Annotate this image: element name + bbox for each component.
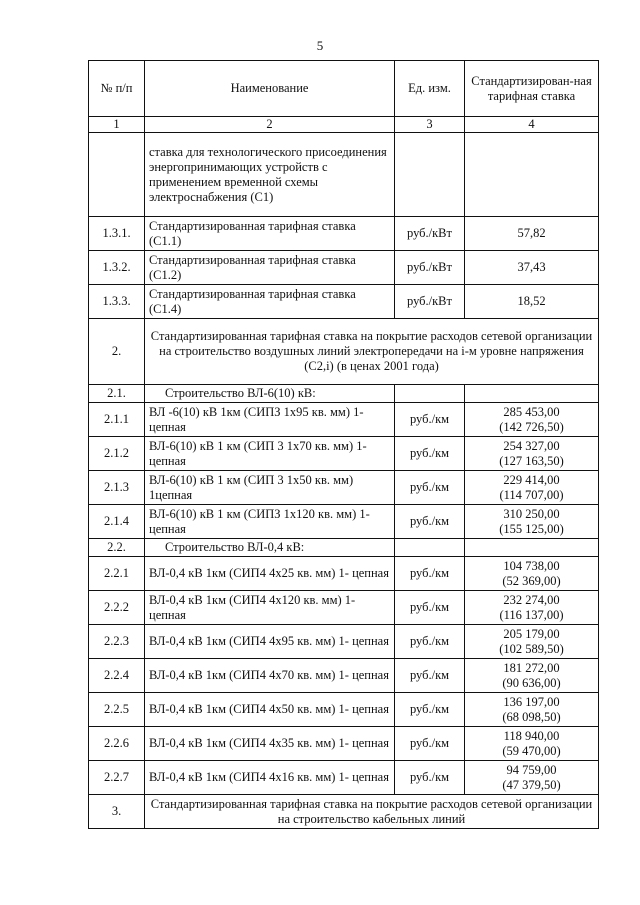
row-name: Стандартизированная тарифная ставка (С1.4) bbox=[145, 285, 395, 319]
row-number: 2.2.5 bbox=[89, 693, 145, 727]
row-value bbox=[465, 385, 599, 403]
row-unit: руб./км bbox=[395, 625, 465, 659]
row-name: Строительство ВЛ-6(10) кВ: bbox=[145, 385, 395, 403]
row-number: 1.3.3. bbox=[89, 285, 145, 319]
row-value bbox=[465, 557, 599, 591]
row-value-secondary: (155 125,00) bbox=[499, 521, 564, 536]
row-unit: руб./км bbox=[395, 471, 465, 505]
table-row bbox=[89, 217, 599, 251]
row-unit: руб./км bbox=[395, 659, 465, 693]
row-value bbox=[465, 505, 599, 539]
table-row bbox=[89, 133, 599, 217]
table-row bbox=[89, 761, 599, 795]
col-number-1: 1 bbox=[89, 117, 145, 133]
row-number: 2.1.2 bbox=[89, 437, 145, 471]
row-number: 2.2.2 bbox=[89, 591, 145, 625]
row-name: ВЛ -6(10) кВ 1км (СИПЗ 1х95 кв. мм) 1-цепная bbox=[145, 403, 395, 437]
row-value bbox=[465, 591, 599, 625]
table-row bbox=[89, 251, 599, 285]
row-unit: руб./км bbox=[395, 505, 465, 539]
column-number-row bbox=[89, 117, 599, 133]
row-unit: руб./км bbox=[395, 403, 465, 437]
col-number-3: 3 bbox=[395, 117, 465, 133]
row-value bbox=[465, 217, 599, 251]
row-value-secondary: (116 137,00) bbox=[499, 607, 564, 622]
table-row bbox=[89, 693, 599, 727]
row-value bbox=[465, 251, 599, 285]
row-value-secondary: (47 379,50) bbox=[502, 777, 561, 792]
row-number bbox=[89, 133, 145, 217]
row-value-main: 205 179,00 bbox=[503, 626, 560, 641]
row-name: ВЛ-6(10) кВ 1 км (СИП 3 1х70 кв. мм) 1-цепная bbox=[145, 437, 395, 471]
row-unit: руб./км bbox=[395, 761, 465, 795]
row-section-title: Стандартизированная тарифная ставка на покрытие расходов сетевой организации на строительство воздушных линий электропередачи на i-м уровне напряжения (С2,i) (в ценах 2001 года) bbox=[145, 319, 599, 385]
row-value-main: 37,43 bbox=[517, 260, 546, 274]
row-unit: руб./км bbox=[395, 437, 465, 471]
table-row bbox=[89, 795, 599, 829]
row-value-secondary: (59 470,00) bbox=[502, 743, 561, 758]
row-section-title: Стандартизированная тарифная ставка на покрытие расходов сетевой организации на строительство кабельных линий bbox=[145, 795, 599, 829]
row-value-secondary: (127 163,50) bbox=[499, 453, 564, 468]
table-row bbox=[89, 591, 599, 625]
row-value-main: 232 274,00 bbox=[503, 592, 560, 607]
table-row bbox=[89, 505, 599, 539]
row-value-main: 229 414,00 bbox=[503, 472, 560, 487]
table-row bbox=[89, 385, 599, 403]
page-number: 5 bbox=[316, 38, 324, 53]
row-unit bbox=[395, 133, 465, 217]
row-value-main: 57,82 bbox=[517, 226, 546, 240]
row-value-secondary: (102 589,50) bbox=[499, 641, 564, 656]
col-number-4: 4 bbox=[465, 117, 599, 133]
row-name: ВЛ-0,4 кВ 1км (СИП4 4х70 кв. мм) 1- цепная bbox=[145, 659, 395, 693]
row-name: Стандартизированная тарифная ставка (С1.2) bbox=[145, 251, 395, 285]
row-value bbox=[465, 727, 599, 761]
row-name: ВЛ-0,4 кВ 1км (СИП4 4х25 кв. мм) 1- цепная bbox=[145, 557, 395, 591]
row-value-main: 18,52 bbox=[517, 294, 546, 308]
header-name: Наименование bbox=[145, 61, 395, 117]
row-unit bbox=[395, 539, 465, 557]
table-row bbox=[89, 471, 599, 505]
row-number: 2.1.1 bbox=[89, 403, 145, 437]
row-name: Строительство ВЛ-0,4 кВ: bbox=[145, 539, 395, 557]
table-row bbox=[89, 557, 599, 591]
table-row bbox=[89, 625, 599, 659]
table-row bbox=[89, 727, 599, 761]
header-num: № п/п bbox=[89, 61, 145, 117]
row-value-secondary: (114 707,00) bbox=[499, 487, 564, 502]
row-number: 2.1.3 bbox=[89, 471, 145, 505]
row-name: ВЛ-0,4 кВ 1км (СИП4 4х35 кв. мм) 1- цепная bbox=[145, 727, 395, 761]
row-number: 2.2.1 bbox=[89, 557, 145, 591]
row-unit bbox=[395, 385, 465, 403]
row-unit: руб./кВт bbox=[395, 285, 465, 319]
row-value-main: 118 940,00 bbox=[503, 728, 560, 743]
row-number: 3. bbox=[89, 795, 145, 829]
table-row bbox=[89, 285, 599, 319]
tariff-table bbox=[88, 60, 599, 829]
row-value bbox=[465, 625, 599, 659]
row-number: 2. bbox=[89, 319, 145, 385]
row-value bbox=[465, 659, 599, 693]
row-value-main: 310 250,00 bbox=[503, 506, 560, 521]
row-value-main: 136 197,00 bbox=[503, 694, 560, 709]
row-unit: руб./км bbox=[395, 693, 465, 727]
table-row bbox=[89, 437, 599, 471]
row-name: ВЛ-0,4 кВ 1км (СИП4 4х95 кв. мм) 1- цепная bbox=[145, 625, 395, 659]
row-value-main: 181 272,00 bbox=[503, 660, 560, 675]
row-value bbox=[465, 437, 599, 471]
row-value bbox=[465, 693, 599, 727]
row-value bbox=[465, 285, 599, 319]
row-value bbox=[465, 403, 599, 437]
row-value bbox=[465, 471, 599, 505]
row-value-main: 285 453,00 bbox=[503, 404, 560, 419]
row-unit: руб./кВт bbox=[395, 217, 465, 251]
table-row bbox=[89, 539, 599, 557]
row-value-main: 94 759,00 bbox=[506, 762, 557, 777]
row-value-secondary: (142 726,50) bbox=[499, 419, 564, 434]
row-value-secondary: (68 098,50) bbox=[502, 709, 561, 724]
row-value-secondary: (52 369,00) bbox=[502, 573, 561, 588]
row-value-main: 104 738,00 bbox=[503, 558, 560, 573]
row-name: Стандартизированная тарифная ставка (С1.1) bbox=[145, 217, 395, 251]
row-number: 1.3.2. bbox=[89, 251, 145, 285]
row-unit: руб./кВт bbox=[395, 251, 465, 285]
row-number: 2.1.4 bbox=[89, 505, 145, 539]
row-number: 2.2.3 bbox=[89, 625, 145, 659]
row-unit: руб./км bbox=[395, 727, 465, 761]
row-value bbox=[465, 761, 599, 795]
row-name: ВЛ-0,4 кВ 1км (СИП4 4х120 кв. мм) 1- цепная bbox=[145, 591, 395, 625]
header-value: Стандартизирован-ная тарифная ставка bbox=[465, 61, 599, 117]
row-value-secondary: (90 636,00) bbox=[502, 675, 561, 690]
row-value bbox=[465, 539, 599, 557]
row-number: 1.3.1. bbox=[89, 217, 145, 251]
table-row bbox=[89, 659, 599, 693]
header-unit: Ед. изм. bbox=[395, 61, 465, 117]
row-number: 2.1. bbox=[89, 385, 145, 403]
table-row bbox=[89, 403, 599, 437]
row-number: 2.2.4 bbox=[89, 659, 145, 693]
col-number-2: 2 bbox=[145, 117, 395, 133]
row-unit: руб./км bbox=[395, 557, 465, 591]
row-name: ВЛ-6(10) кВ 1 км (СИП 3 1х50 кв. мм) 1цепная bbox=[145, 471, 395, 505]
row-number: 2.2.6 bbox=[89, 727, 145, 761]
header-row bbox=[89, 61, 599, 117]
row-value-main: 254 327,00 bbox=[503, 438, 560, 453]
row-number: 2.2. bbox=[89, 539, 145, 557]
row-name: ставка для технологического присоединения энергопринимающих устройств с применением временной схемы электроснабжения (С1) bbox=[145, 133, 395, 217]
row-number: 2.2.7 bbox=[89, 761, 145, 795]
row-name: ВЛ-0,4 кВ 1км (СИП4 4х16 кв. мм) 1- цепная bbox=[145, 761, 395, 795]
table-row bbox=[89, 319, 599, 385]
row-name: ВЛ-6(10) кВ 1 км (СИПЗ 1х120 кв. мм) 1-цепная bbox=[145, 505, 395, 539]
row-value bbox=[465, 133, 599, 217]
row-name: ВЛ-0,4 кВ 1км (СИП4 4х50 кв. мм) 1- цепная bbox=[145, 693, 395, 727]
row-unit: руб./км bbox=[395, 591, 465, 625]
